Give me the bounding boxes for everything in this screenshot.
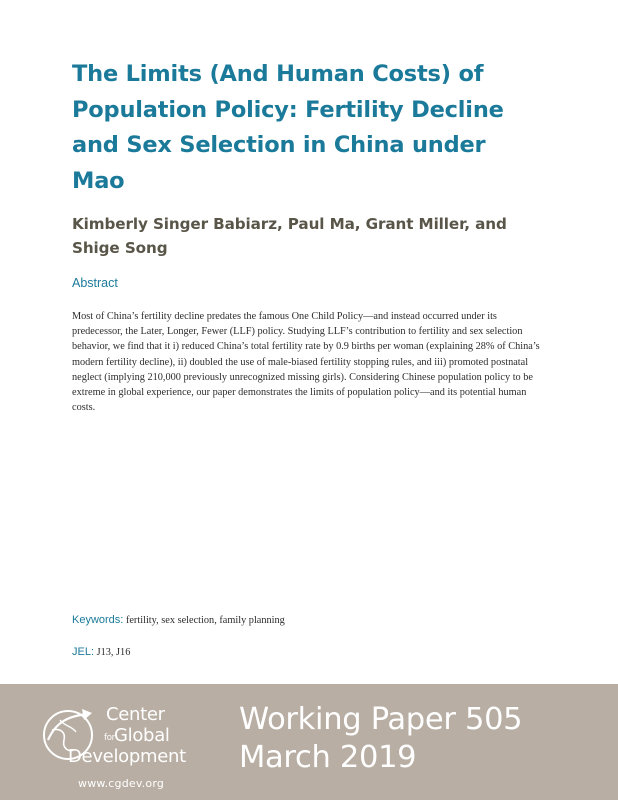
keywords-line [72,614,285,626]
keywords-label: Keywords: [72,614,124,626]
abstract-text: Most of China’s fertility decline predates the famous One Child Policy—and instead occurred under its predecessor, the Later, Longer, Fewer (LLF) policy. Studying LLF’s contribution to fertility and sex selection behavior, we find that it i) reduced China’s total fertility rate by 0.9 births per woman (explaining 28% of China’s modern fertility decline), ii) doubled the use of male-biased fertility stopping rules, and iii) promoted postnatal neglect (implying 210,000 previously unrecognized missing girls). Considering Chinese population policy to be extreme in global experience, our paper demonstrates the limits of population policy—and its potential human costs. [72,311,540,414]
org-name [68,704,186,767]
footer-banner [0,684,618,800]
org-url[interactable]: www.cgdev.org [78,777,165,790]
org-name-line3: Development [68,746,186,767]
working-paper-number: Working Paper 505 [239,702,523,737]
org-name-line1: Center [106,704,165,725]
publication-date: March 2019 [239,740,417,775]
jel-line [72,646,130,658]
jel-label: JEL: [72,646,95,658]
jel-value: J13, J16 [96,647,131,658]
paper-authors: Kimberly Singer Babiarz, Paul Ma, Grant Miller, and Shige Song [72,215,507,257]
working-paper-label [239,701,522,777]
paper-title: The Limits (And Human Costs) of Population Policy: Fertility Decline and Sex Selection in China under Mao [72,61,504,194]
org-name-for: for [104,733,115,743]
abstract-heading: Abstract [72,276,118,290]
keywords-value: fertility, sex selection, family planning [125,615,285,626]
org-name-line2: Global [114,725,170,746]
